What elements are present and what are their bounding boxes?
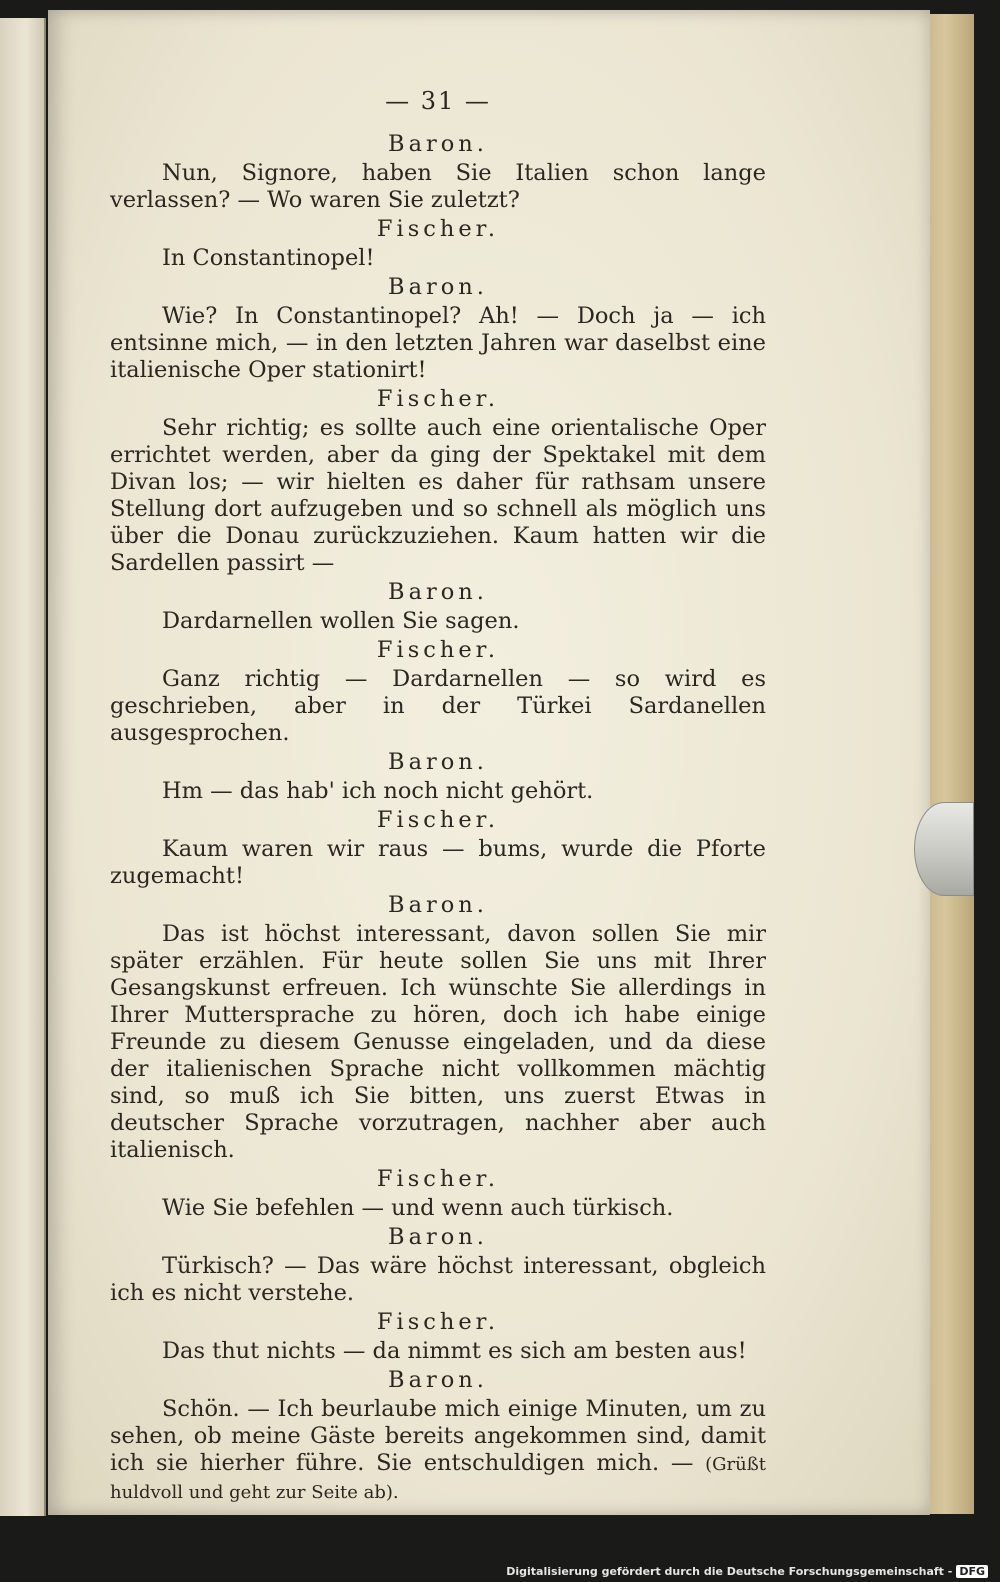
dialogue-line: Das thut nichts — da nimmt es sich am besten aus! bbox=[162, 1338, 747, 1364]
speaker-baron: Baron. bbox=[388, 1224, 488, 1250]
dialogue-line: Nun, Signore, haben Sie Italien schon lange verlassen? — Wo waren Sie zuletzt? bbox=[110, 160, 766, 213]
left-page-edge bbox=[0, 18, 46, 1516]
dialogue-line: Das ist höchst interessant, davon sollen Sie mir später erzählen. Für heute sollen Sie uns mit Ihrer Gesangskunst erfreuen. Ich wünschte Sie allerdings in Ihrer Muttersprache zu hören, doch ich habe einige Freunde zu diesem Genusse eingeladen, und da diese der italienischen Sprache nicht vollkommen mächtig sind, so muß ich Sie bitten, uns zuerst Etwas in deutscher Sprache vorzutragen, nachher aber auch italienisch. bbox=[110, 921, 766, 1163]
dialogue-line: Ganz richtig — Dardarnellen — so wird es geschrieben, aber in der Türkei Sardanellen ausgesprochen. bbox=[110, 666, 766, 746]
dfg-logo: DFG bbox=[956, 1565, 988, 1578]
dialogue-line: Türkisch? — Das wäre höchst interessant, obgleich ich es nicht verstehe. bbox=[110, 1253, 766, 1306]
dialogue-line bbox=[110, 1396, 766, 1506]
speaker-fischer: Fischer. bbox=[376, 216, 500, 242]
page-text bbox=[110, 88, 766, 1506]
right-page-edges bbox=[924, 14, 974, 1514]
footer-text: Digitalisierung gefördert durch die Deutsche Forschungsgemeinschaft - bbox=[506, 1565, 953, 1578]
dialogue-line: Sehr richtig; es sollte auch eine orientalische Oper errichtet werden, aber da ging der Spektakel mit dem Divan los; — wir hielten es daher für rathsam unsere Stellung dort aufzugeben und so schnell als möglich uns über die Donau zurückzuziehen. Kaum hatten wir die Sardellen passirt — bbox=[110, 415, 766, 576]
dialogue-line: Wie Sie befehlen — und wenn auch türkisch. bbox=[162, 1195, 674, 1221]
dialogue-line: Kaum waren wir raus — bums, wurde die Pforte zugemacht! bbox=[110, 836, 766, 889]
stage-direction: (Grüßt huldvoll und geht zur Seite ab). bbox=[110, 1454, 766, 1503]
dialogue-line: In Constantinopel! bbox=[162, 245, 375, 271]
dialogue-line: Hm — das hab' ich noch nicht gehört. bbox=[162, 778, 594, 804]
page-number: — 31 — bbox=[385, 87, 491, 115]
speaker-fischer: Fischer. bbox=[376, 386, 500, 412]
speaker-baron: Baron. bbox=[388, 579, 488, 605]
speaker-baron: Baron. bbox=[388, 1367, 488, 1393]
speaker-baron: Baron. bbox=[388, 274, 488, 300]
speaker-fischer: Fischer. bbox=[376, 807, 500, 833]
speaker-fischer: Fischer. bbox=[376, 1309, 500, 1335]
speaker-baron: Baron. bbox=[388, 749, 488, 775]
dialogue-line: Wie? In Constantinopel? Ah! — Doch ja — ich entsinne mich, — in den letzten Jahren war daselbst eine italienische Oper stationirt! bbox=[110, 303, 766, 383]
speaker-fischer: Fischer. bbox=[376, 637, 500, 663]
dialogue-text: Schön. — Ich beurlaube mich einige Minuten, um zu sehen, ob meine Gäste bereits angekommen sind, damit ich sie hierher führe. Sie entschuldigen mich. — bbox=[110, 1396, 766, 1476]
digitization-footer bbox=[506, 1565, 988, 1578]
dialogue-line: Dardarnellen wollen Sie sagen. bbox=[162, 608, 520, 634]
speaker-baron: Baron. bbox=[388, 131, 488, 157]
speaker-fischer: Fischer. bbox=[376, 1166, 500, 1192]
page-clip bbox=[914, 802, 974, 896]
speaker-baron: Baron. bbox=[388, 892, 488, 918]
